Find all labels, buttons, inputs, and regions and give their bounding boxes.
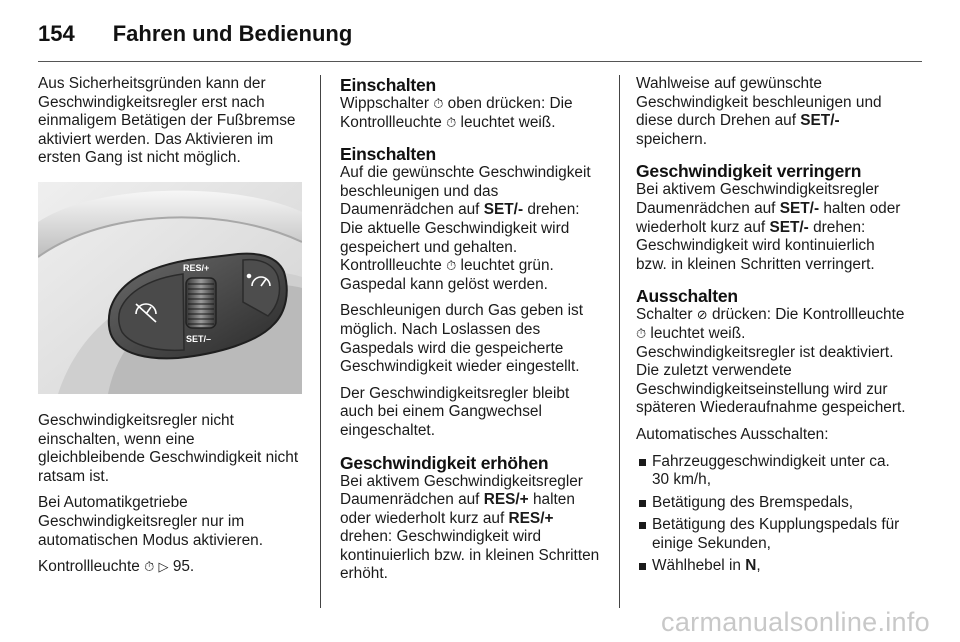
paragraph: Bei aktivem Geschwindigkeitsregler Daumenrädchen auf SET/- halten oder wiederholt kurz auf SET/- drehen: Geschwindigkeit wird kontinuierlich bzw. in kleinen Schritten verringert. [636,181,901,273]
cruise-control-icon: ⏱ [636,325,647,341]
section-title: Geschwindigkeit erhöhen [340,452,549,473]
column-divider [320,75,321,608]
paragraph: Wippschalter ⏱ oben drücken: Die Kontrollleuchte ⏱ leuchtet weiß. [340,95,573,131]
section-ausschalten [636,286,906,576]
watermark: carmanualsonline.info [661,607,930,637]
paragraph: Kontrollleuchte ⏱ ▷ 95. [38,558,195,576]
page-header [38,14,352,54]
column-divider [619,75,620,608]
steering-wheel-illustration [38,182,302,394]
paragraph: Schalter ⊘ drücken: Die Kontrollleuchte ⏱ leuchtet weiß. Geschwindigkeitsregler ist deaktiviert. Die zuletzt verwendete Geschwindigkeitseinstellung wird zur späteren Wiederaufnahme gespeichert. [636,306,906,417]
column-3 [636,75,906,588]
paragraph: Auf die gewünschte Geschwindigkeit beschleunigen und das Daumenrädchen auf SET/- drehen: Die aktuelle Geschwindigkeit wird gespeichert und gehalten. Kontrollleuchte ⏱ leuchtet grün. Gaspedal kann gelöst werden. [340,164,591,293]
cruise-off-icon: ⊘ [696,307,708,323]
paragraph: Automatisches Ausschalten: [636,425,829,443]
cruise-control-icon: ⏱ [433,96,444,111]
section-title: Einschalten [340,75,437,95]
list-item: Betätigung des Kupplungspedals für einige Sekunden, [636,516,906,553]
steering-wheel-controls-image [38,182,302,394]
cruise-control-icon: ⏱ [446,114,457,130]
paragraph: Bei Automatikgetriebe Geschwindigkeitsregler nur im automatischen Modus aktivieren. [38,494,263,549]
header-rule [38,61,922,62]
paragraph: Geschwindigkeitsregler nicht einschalten, wenn eine gleichbleibende Geschwindigkeit nicht ratsam ist. [38,411,299,485]
section-einschalten [340,75,606,132]
list-item: Wählhebel in N, [636,557,906,576]
page-title: Fahren und Bedienung [112,21,353,46]
res-label: RES/+ [183,262,210,273]
section-title: Ausschalten [636,286,738,307]
paragraph: Beschleunigen durch Gas geben ist möglich. Nach Loslassen des Gaspedals wird die gespeicherte Geschwindigkeit wieder eingestellt. [340,302,583,376]
paragraph: Der Geschwindigkeitsregler bleibt auch bei einem Gangwechsel eingeschaltet. [340,384,570,439]
paragraph: Wahlweise auf gewünschte Geschwindigkeit beschleunigen und diese durch Drehen auf SET/- speichern. [636,75,882,148]
auto-off-list [636,453,906,577]
column-2 [340,75,606,596]
paragraph: Aus Sicherheitsgründen kann der Geschwindigkeitsregler erst nach einmaligem Betätigen der Fußbremse aktiviert werden. Das Aktivieren im ersten Gang ist nicht möglich. [38,75,296,167]
page-reference-icon: ▷ [158,559,169,575]
set-label: SET/– [186,333,212,344]
section-title: Geschwindigkeit verringern [636,161,862,182]
column-1 [38,75,304,585]
section-geschwindigkeit-verringern [636,161,906,274]
list-item: Betätigung des Bremspedals, [636,494,906,513]
section-einschalten-2 [340,144,606,440]
section-geschwindigkeit-erhoehen [340,453,606,585]
paragraph: Bei aktivem Geschwindigkeitsregler Daumenrädchen auf RES/+ halten oder wiederholt kurz auf RES/+ drehen: Geschwindigkeit wird kontinuierlich bzw. in kleinen Schritten erhöht. [340,472,600,583]
cruise-control-icon: ⏱ [446,258,457,274]
page-number: 154 [38,21,75,46]
section-title: Einschalten [340,144,437,165]
cruise-control-icon: ⏱ [144,559,155,575]
list-item: Fahrzeuggeschwindigkeit unter ca. 30 km/h, [636,453,906,490]
